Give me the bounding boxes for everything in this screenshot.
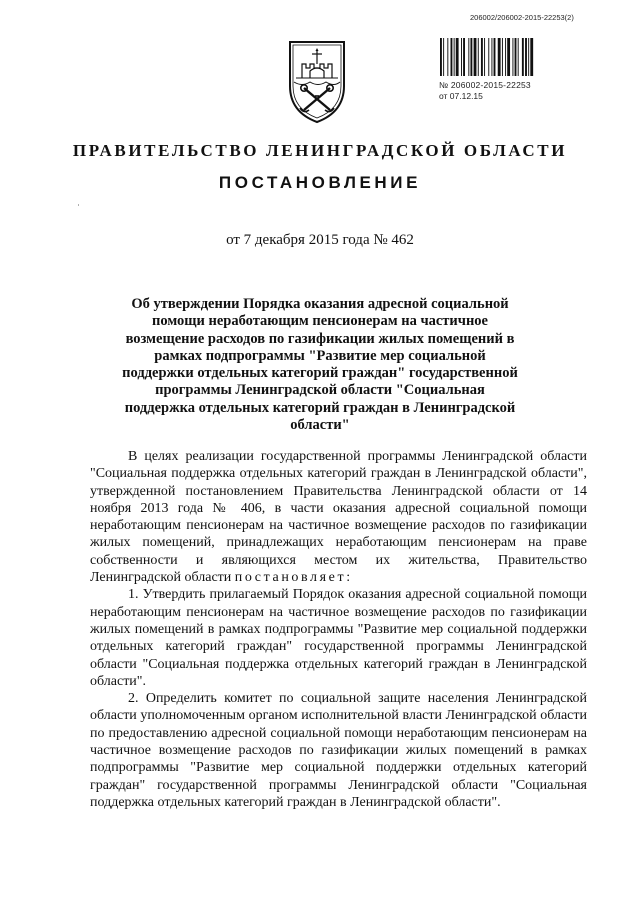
registration-number-top: 206002/206002-2015-22253(2) [470, 13, 574, 22]
preamble-paragraph [90, 448, 587, 586]
decree-date-number: от 7 декабря 2015 года № 462 [226, 232, 414, 248]
item-1-paragraph: 1. Утвердить прилагаемый Порядок оказания адресной социальной помощи неработающим пенсионерам на частичное возмещение расходов по газификации жилых помещений в рамках подпрограммы "Развитие мер социальной поддержки отдельных категорий граждан" государственной программы Ленинградской области "Социальная поддержка отдельных категорий граждан в Ленинградской области". [90, 587, 587, 689]
barcode-block [439, 38, 587, 101]
decree-body [90, 448, 587, 811]
item-2-paragraph: 2. Определить комитет по социальной защите населения Ленинградской области уполномоченным органом исполнительной власти Ленинградской области по предоставлению адресной социальной помощи неработающим пенсионерам на частичное возмещение расходов по газификации жилых помещений в рамках подпрограммы "Развитие мер социальной поддержки отдельных категорий граждан" государственной программы Ленинградской области "Социальная поддержка отдельных категорий граждан в Ленинградской области". [90, 691, 587, 810]
decides-word: постановляет: [234, 570, 353, 586]
preamble-text: В целях реализации государственной программы Ленинградской области "Социальная поддержка отдельных категорий граждан в Ленинградской области", утвержденной постановлением Правительства Ленинградской области от 14 ноября 2013 года № 406, в части оказания адресной социальной помощи неработающим пенсионерам на частичное возмещение расходов по газификации жилых помещений, принадлежащих неработающим пенсионерам на праве собственности и являющихся местом их жительства, Правительство Ленинградской области [90, 449, 587, 586]
document-type-title: ПОСТАНОВЛЕНИЕ [218, 173, 422, 192]
margin-mark: ʿ [77, 203, 80, 213]
barcode-icon [439, 38, 587, 76]
barcode-number: № 206002-2015-22253 [439, 80, 531, 90]
leningrad-oblast-coat-of-arms-icon [282, 38, 352, 124]
government-title: ПРАВИТЕЛЬСТВО ЛЕНИНГРАДСКОЙ ОБЛАСТИ [72, 141, 568, 160]
barcode-date: от 07.12.15 [439, 91, 483, 101]
decree-subject: Об утверждении Порядка оказания адресной социальной помощи неработающим пенсионерам на частичное возмещение расходов по газификации жилых помещений в рамках подпрограммы "Развитие мер социальной поддержки отдельных категорий граждан" государственной программы Ленинградской области "Социальная поддержка отдельных категорий граждан в Ленинградской области" [122, 296, 518, 434]
